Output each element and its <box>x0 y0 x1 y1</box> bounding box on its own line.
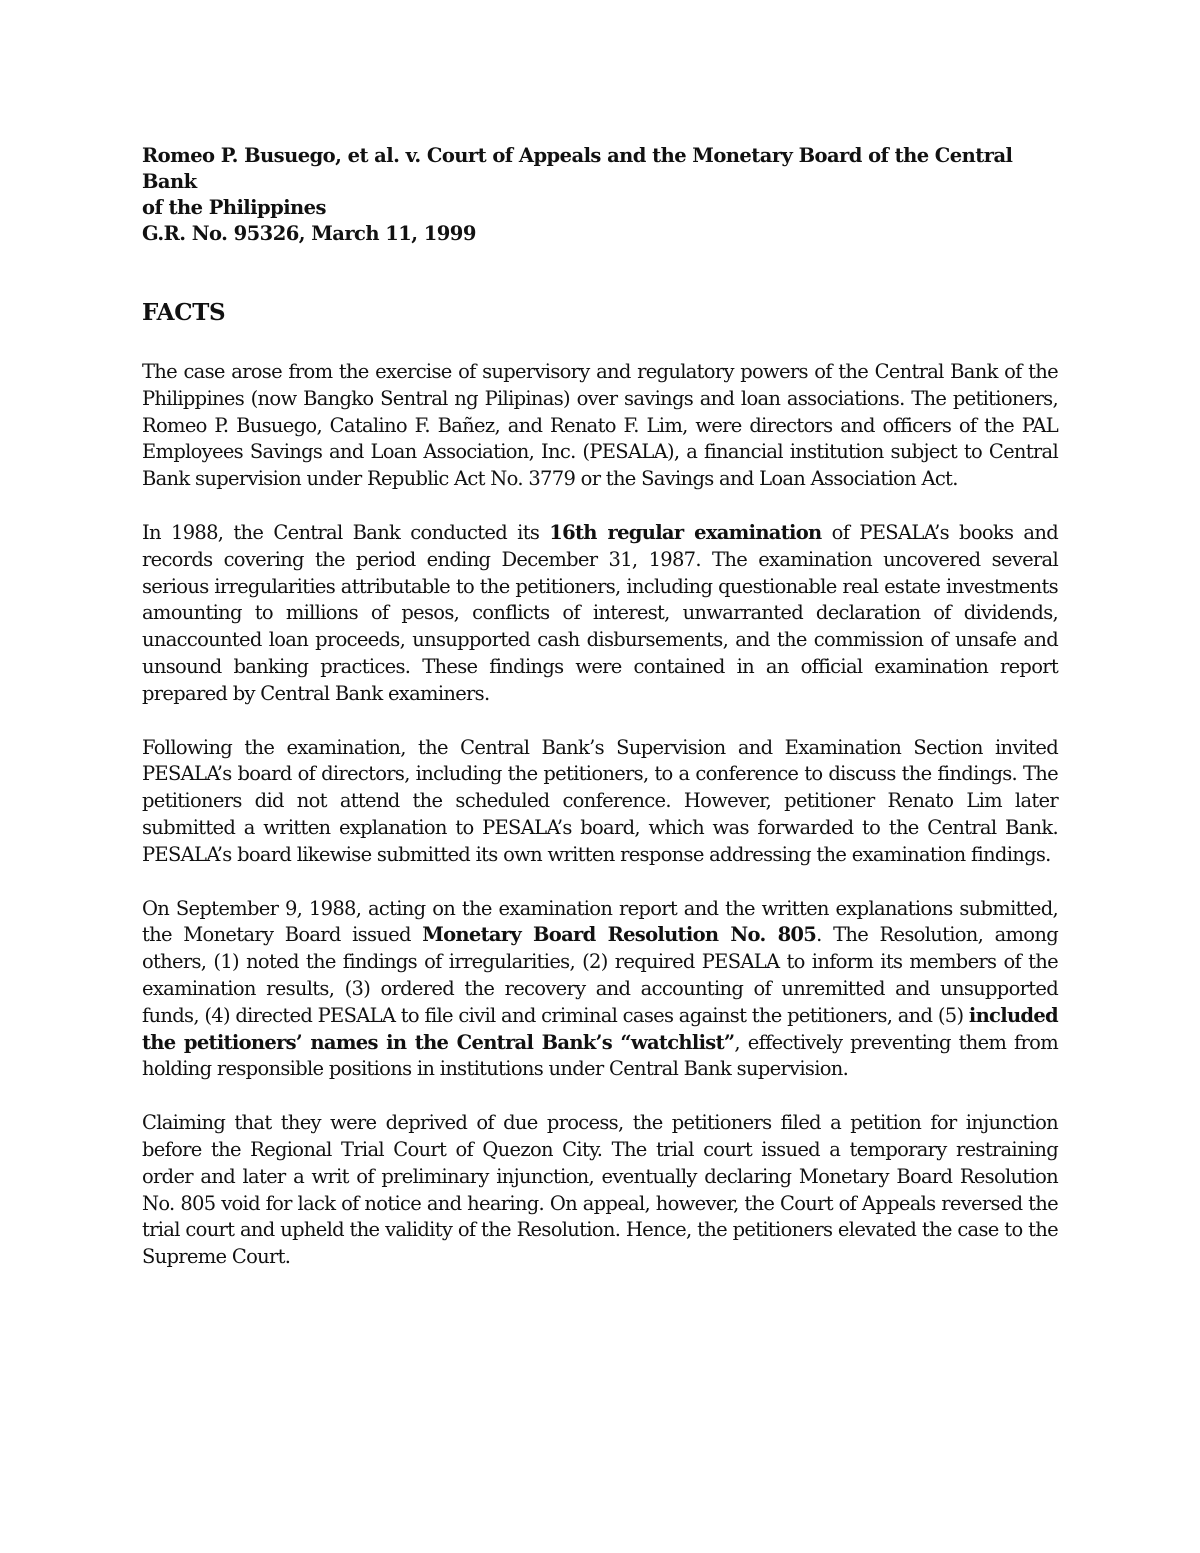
paragraph-text: , effectively preventing them from holding responsible positions in institutions under Central Bank supervision. <box>142 1030 1059 1081</box>
facts-paragraph-2 <box>142 520 1058 708</box>
facts-heading: FACTS <box>142 299 226 326</box>
bold-phrase: Monetary Board Resolution No. 805 <box>422 923 817 947</box>
case-citation: G.R. No. 95326, March 11, 1999 <box>142 222 476 245</box>
facts-paragraph-1 <box>142 359 1058 493</box>
facts-paragraph-5 <box>142 1110 1058 1271</box>
case-title-line-2: of the Philippines <box>142 196 326 219</box>
case-title-block <box>142 143 1058 247</box>
paragraph-text: In 1988, the Central Bank conducted its <box>142 520 550 544</box>
paragraph-text: Following the examination, the Central Bank’s Supervision and Examination Section invited PESALA’s board of directors, including the petitioners, to a conference to discuss the findings. The petitioners did not attend the scheduled conference. However, petitioner Renato Lim later submitted a written explanation to PESALA’s board, which was forwarded to the Central Bank. PESALA’s board likewise submitted its own written response addressing the examination findings. <box>142 735 1058 866</box>
paragraph-text: The case arose from the exercise of supervisory and regulatory powers of the Central Bank of the Philippines (now Bangko Sentral ng Pilipinas) over savings and loan associations. The petitioners, Romeo P. Busuego, Catalino F. Bañez, and Renato F. Lim, were directors and officers of the PAL Employees Savings and Loan Association, Inc. (PESALA), a financial institution subject to Central Bank supervision under Republic Act No. 3779 or the Savings and Loan Association Act. <box>142 360 1058 491</box>
paragraph-text: On September 9, 1988, acting on the examination report and the written explanations submitted, the Monetary Board issued <box>142 896 1058 947</box>
paragraph-text: . The Resolution, among others, (1) noted the findings of irregularities, (2) required PESALA to inform its members of the examination results, (3) ordered the recovery and accounting of unremitted and unsupported funds, (4) directed PESALA to file civil and criminal cases against the petitioners, and (5) <box>142 923 1058 1027</box>
case-title-line-1: Romeo P. Busuego, et al. v. Court of Appeals and the Monetary Board of the Central Bank <box>142 144 1013 193</box>
bold-phrase: included the petitioners’ names in the Central Bank’s “watchlist” <box>142 1003 1058 1054</box>
paragraph-text: of PESALA’s books and records covering the period ending December 31, 1987. The examination uncovered several serious irregularities attributable to the petitioners, including questionable real estate investments amounting to millions of pesos, conflicts of interest, unwarranted declaration of dividends, unaccounted loan proceeds, unsupported cash disbursements, and the commission of unsafe and unsound banking practices. These findings were contained in an official examination report prepared by Central Bank examiners. <box>142 520 1059 705</box>
document-page <box>142 143 1058 1298</box>
bold-phrase: 16th regular examination <box>549 520 822 544</box>
paragraph-text: Claiming that they were deprived of due process, the petitioners filed a petition for injunction before the Regional Trial Court of Quezon City. The trial court issued a temporary restraining order and later a writ of preliminary injunction, eventually declaring Monetary Board Resolution No. 805 void for lack of notice and hearing. On appeal, however, the Court of Appeals reversed the trial court and upheld the validity of the Resolution. Hence, the petitioners elevated the case to the Supreme Court. <box>142 1111 1058 1269</box>
facts-paragraph-4 <box>142 896 1058 1084</box>
facts-paragraph-3 <box>142 735 1058 869</box>
